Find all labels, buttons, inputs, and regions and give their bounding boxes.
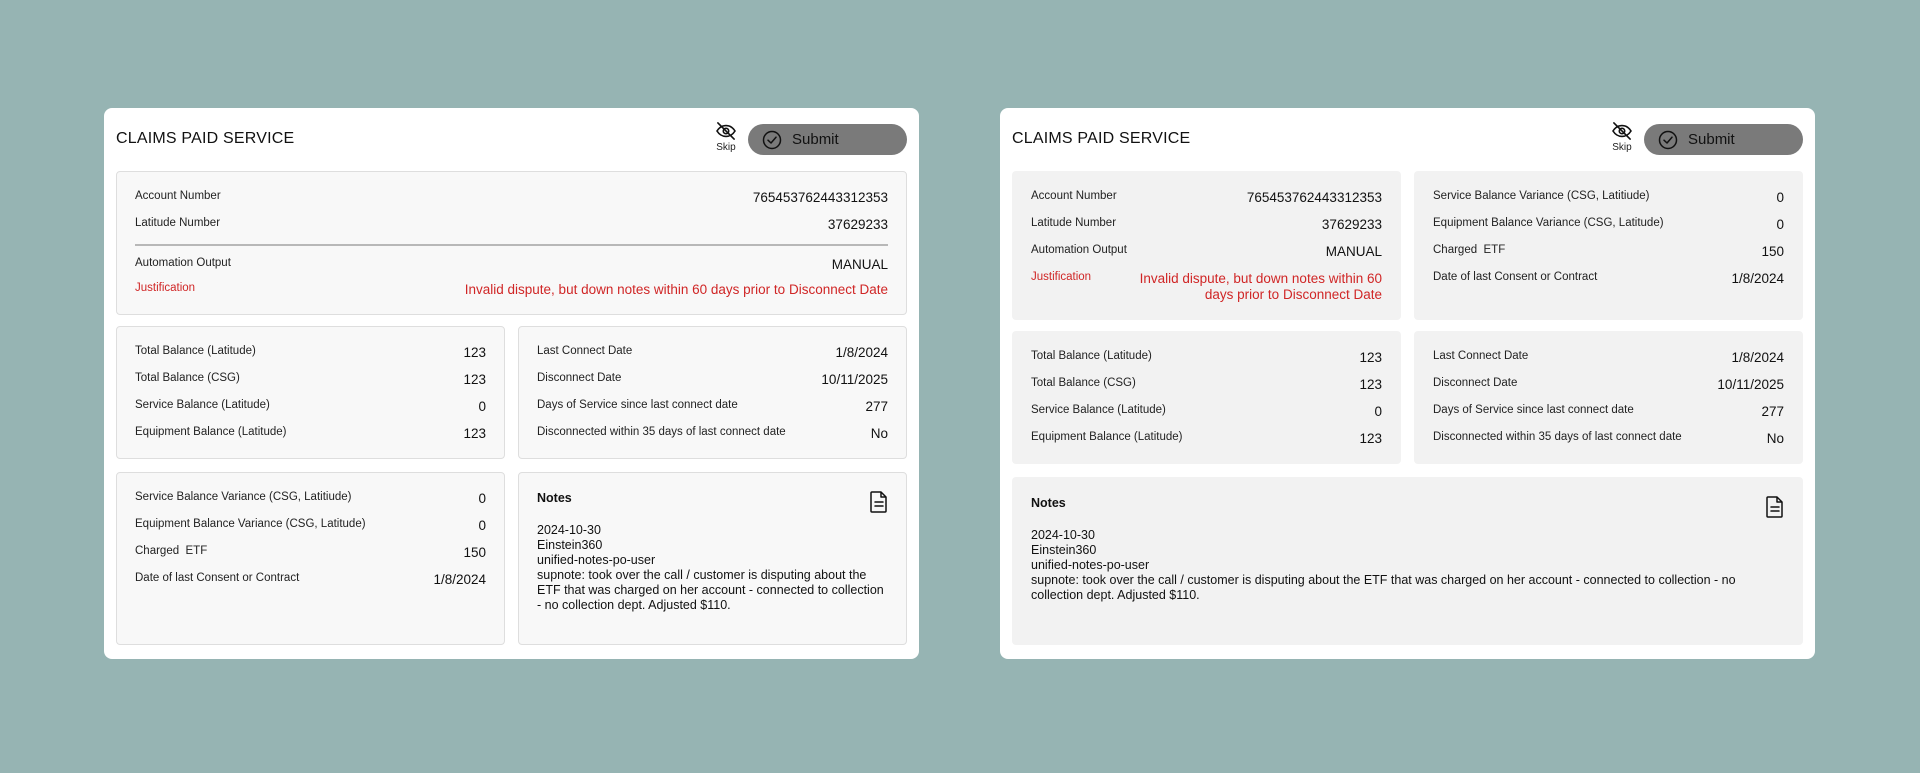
equipment-balance-latitude-label: Equipment Balance (Latitude) <box>1031 431 1183 443</box>
service-balance-latitude-label: Service Balance (Latitude) <box>1031 404 1166 416</box>
notes-user: unified-notes-po-user <box>537 553 656 567</box>
justification-value: Invalid dispute, but down notes within 60 days prior to Disconnect Date <box>1139 271 1382 302</box>
charged-etf-value: 150 <box>463 545 486 560</box>
document-icon[interactable] <box>1766 496 1784 518</box>
days-of-service-label: Days of Service since last connect date <box>537 399 738 411</box>
notes-panel <box>518 472 907 645</box>
days-of-service-value: 277 <box>1761 404 1784 419</box>
submit-label: Submit <box>1688 131 1735 148</box>
document-icon[interactable] <box>870 491 888 513</box>
last-connect-date-value: 1/8/2024 <box>1731 350 1784 365</box>
total-balance-csg-value: 123 <box>1359 377 1382 392</box>
notes-author: Einstein360 <box>537 538 603 552</box>
variance-panel <box>116 472 505 645</box>
equipment-balance-variance-label: Equipment Balance Variance (CSG, Latitude) <box>135 518 366 530</box>
dates-panel <box>518 326 907 459</box>
divider <box>135 244 888 246</box>
account-number-label: Account Number <box>1031 190 1117 202</box>
equipment-balance-latitude-value: 123 <box>463 426 486 441</box>
account-panel <box>1012 171 1401 320</box>
service-balance-latitude-label: Service Balance (Latitude) <box>135 399 270 411</box>
service-balance-variance-label: Service Balance Variance (CSG, Latitiude) <box>1433 190 1650 202</box>
check-circle-icon <box>1658 130 1678 150</box>
disconnected-35-days-value: No <box>1766 431 1784 446</box>
automation-output-label: Automation Output <box>1031 244 1127 256</box>
skip-button[interactable] <box>712 122 740 153</box>
automation-output-label: Automation Output <box>135 257 231 269</box>
last-connect-date-label: Last Connect Date <box>537 345 633 357</box>
last-connect-date-value: 1/8/2024 <box>835 345 888 360</box>
last-consent-date-label: Date of last Consent or Contract <box>135 572 300 584</box>
card-title: CLAIMS PAID SERVICE <box>1012 130 1191 147</box>
days-of-service-value: 277 <box>865 399 888 414</box>
disconnected-35-days-value: No <box>870 426 888 441</box>
notes-panel <box>1012 477 1803 645</box>
claims-card-right <box>1000 108 1815 659</box>
total-balance-latitude-label: Total Balance (Latitude) <box>135 345 256 357</box>
notes-body <box>537 523 888 613</box>
disconnect-date-label: Disconnect Date <box>1433 377 1518 389</box>
latitude-number-value: 37629233 <box>1321 217 1382 232</box>
justification-label: Justification <box>1031 271 1092 283</box>
variance-panel <box>1414 171 1803 320</box>
last-consent-date-label: Date of last Consent or Contract <box>1433 271 1598 283</box>
notes-title: Notes <box>537 491 572 505</box>
account-panel <box>116 171 907 315</box>
total-balance-latitude-value: 123 <box>463 345 486 360</box>
submit-label: Submit <box>792 131 839 148</box>
service-balance-variance-value: 0 <box>1776 190 1784 205</box>
notes-body <box>1031 528 1784 603</box>
total-balance-latitude-label: Total Balance (Latitude) <box>1031 350 1152 362</box>
charged-etf-value: 150 <box>1761 244 1784 259</box>
balances-panel <box>116 326 505 459</box>
latitude-number-label: Latitude Number <box>1031 217 1117 229</box>
disconnect-date-label: Disconnect Date <box>537 372 622 384</box>
automation-output-value: MANUAL <box>1325 244 1382 259</box>
charged-etf-label: Charged ETF <box>135 545 208 557</box>
skip-label: Skip <box>1612 142 1632 153</box>
automation-output-value: MANUAL <box>831 257 888 272</box>
notes-author: Einstein360 <box>1031 543 1097 557</box>
justification-value: Invalid dispute, but down notes within 60 days prior to Disconnect Date <box>464 282 888 297</box>
account-number-value: 765453762443312353 <box>1246 190 1382 205</box>
last-consent-date-value: 1/8/2024 <box>433 572 486 587</box>
service-balance-latitude-value: 0 <box>1374 404 1382 419</box>
eye-off-icon <box>1611 122 1633 140</box>
notes-text: supnote: took over the call / customer is disputing about the ETF that was charged on her account - connected to collection - no collection dept. Adjusted $110. <box>1031 573 1736 602</box>
service-balance-variance-label: Service Balance Variance (CSG, Latitiude) <box>135 491 352 503</box>
notes-date: 2024-10-30 <box>1031 528 1095 542</box>
notes-date: 2024-10-30 <box>537 523 601 537</box>
service-balance-variance-value: 0 <box>478 491 486 506</box>
notes-text: supnote: took over the call / customer is disputing about the ETF that was charged on her account - connected to collection - no collection dept. Adjusted $110. <box>537 568 884 612</box>
disconnect-date-value: 10/11/2025 <box>1717 377 1784 392</box>
service-balance-latitude-value: 0 <box>478 399 486 414</box>
equipment-balance-latitude-value: 123 <box>1359 431 1382 446</box>
eye-off-icon <box>715 122 737 140</box>
total-balance-csg-label: Total Balance (CSG) <box>1031 377 1136 389</box>
latitude-number-label: Latitude Number <box>135 217 221 229</box>
charged-etf-label: Charged ETF <box>1433 244 1506 256</box>
account-number-label: Account Number <box>135 190 221 202</box>
equipment-balance-latitude-label: Equipment Balance (Latitude) <box>135 426 287 438</box>
notes-user: unified-notes-po-user <box>1031 558 1150 572</box>
latitude-number-value: 37629233 <box>827 217 888 232</box>
check-circle-icon <box>762 130 782 150</box>
disconnected-35-days-label: Disconnected within 35 days of last connect date <box>1433 431 1682 443</box>
skip-button[interactable] <box>1608 122 1636 153</box>
total-balance-csg-value: 123 <box>463 372 486 387</box>
submit-button[interactable] <box>748 124 907 155</box>
disconnected-35-days-label: Disconnected within 35 days of last connect date <box>537 426 786 438</box>
notes-title: Notes <box>1031 496 1066 510</box>
claims-card-left <box>104 108 919 659</box>
total-balance-latitude-value: 123 <box>1359 350 1382 365</box>
days-of-service-label: Days of Service since last connect date <box>1433 404 1634 416</box>
justification-label: Justification <box>135 282 196 294</box>
equipment-balance-variance-value: 0 <box>1776 217 1784 232</box>
last-consent-date-value: 1/8/2024 <box>1731 271 1784 286</box>
card-title: CLAIMS PAID SERVICE <box>116 130 295 147</box>
equipment-balance-variance-label: Equipment Balance Variance (CSG, Latitude) <box>1433 217 1664 229</box>
submit-button[interactable] <box>1644 124 1803 155</box>
skip-label: Skip <box>716 142 736 153</box>
balances-panel <box>1012 331 1401 464</box>
total-balance-csg-label: Total Balance (CSG) <box>135 372 240 384</box>
dates-panel <box>1414 331 1803 464</box>
account-number-value: 765453762443312353 <box>752 190 888 205</box>
disconnect-date-value: 10/11/2025 <box>821 372 888 387</box>
last-connect-date-label: Last Connect Date <box>1433 350 1529 362</box>
equipment-balance-variance-value: 0 <box>478 518 486 533</box>
